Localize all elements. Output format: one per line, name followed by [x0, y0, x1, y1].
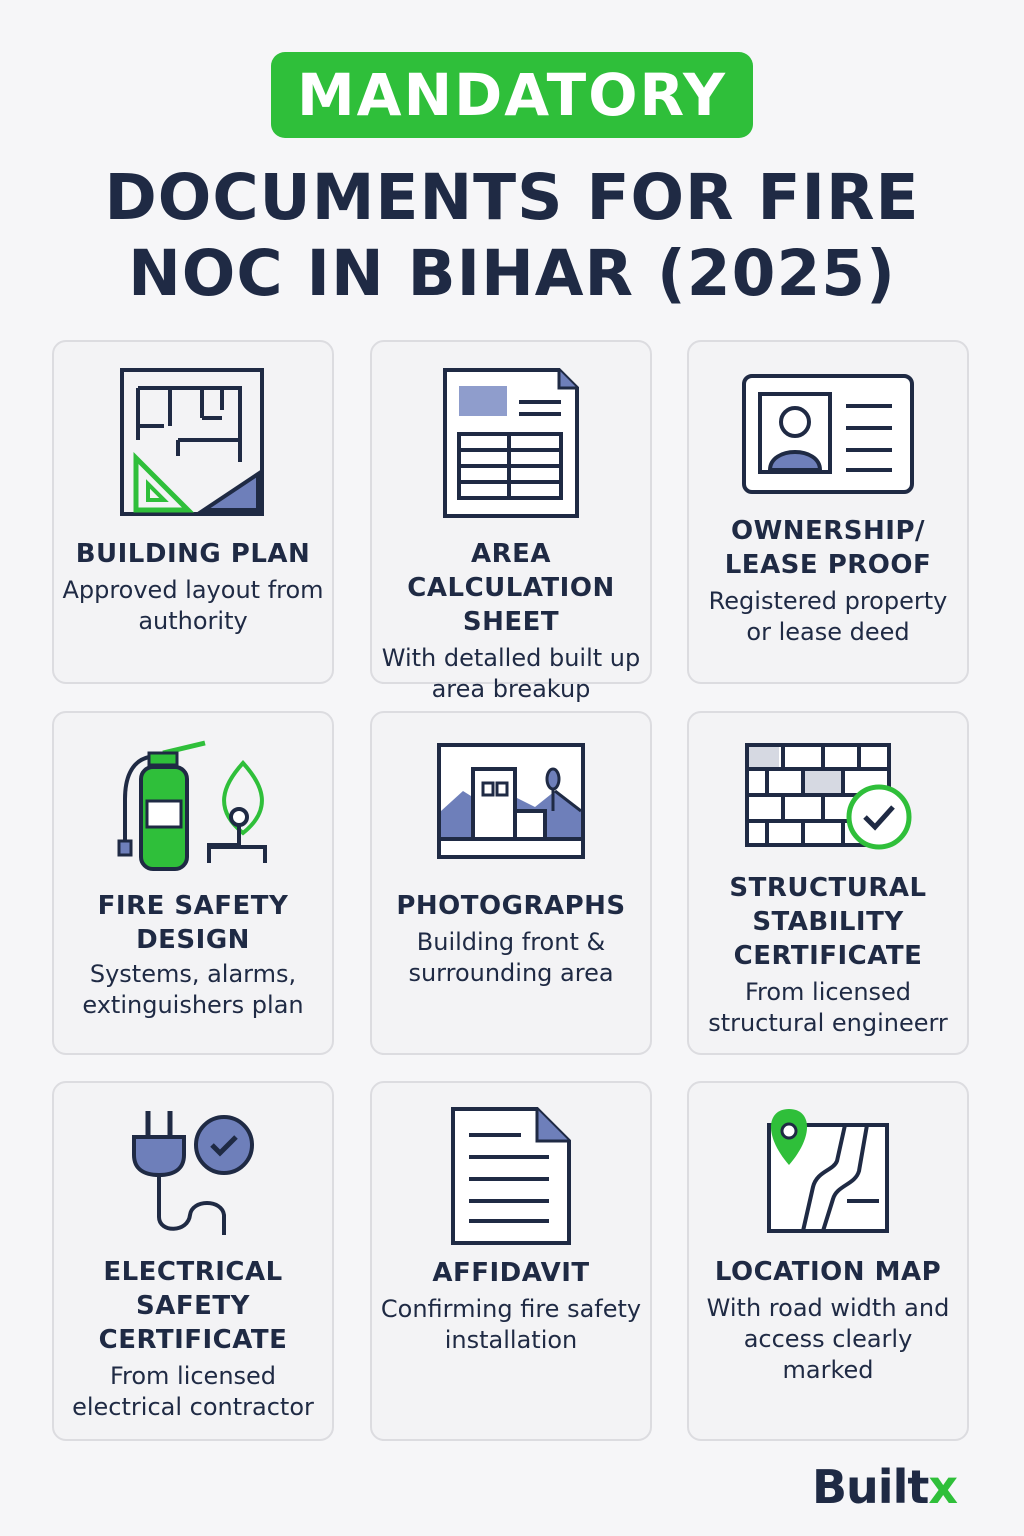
photo-icon — [372, 741, 650, 861]
page-title — [60, 160, 964, 312]
card-description: From licensed structural engineerr — [708, 978, 948, 1037]
card-description: Systems, alarms, extinguishers plan — [82, 960, 304, 1019]
card-fire-safety-design — [52, 711, 334, 1055]
card-title: STRUCTURAL STABILITY CERTIFICATE — [729, 873, 927, 971]
mandatory-badge — [271, 52, 753, 138]
id-card-icon — [689, 372, 967, 496]
card-description: With detalled built up area breakup — [381, 644, 641, 703]
card-title: ELECTRICAL SAFETY CERTIFICATE — [98, 1257, 288, 1355]
card-description: With road width and access clearly marked — [706, 1294, 950, 1384]
card-description: Approved layout from authority — [62, 576, 324, 635]
card-title: AREA CALCULATION SHEET — [407, 539, 615, 637]
title-line-2: NOC IN BIHAR (2025) — [128, 237, 896, 310]
card-description: From licensed electrical contractor — [72, 1362, 314, 1421]
card-title: BUILDING PLAN — [75, 539, 311, 569]
logo-accent: x — [928, 1460, 958, 1514]
card-title: AFFIDAVIT — [432, 1258, 590, 1288]
spreadsheet-icon — [372, 366, 650, 520]
title-line-1: DOCUMENTS FOR FIRE — [104, 161, 920, 234]
card-title: LOCATION MAP — [714, 1257, 942, 1287]
card-area-calculation-sheet — [370, 340, 652, 703]
card-structural-stability-certificate — [687, 711, 969, 1055]
document-icon — [372, 1105, 650, 1247]
plug-check-icon — [54, 1107, 332, 1239]
brick-wall-check-icon — [689, 741, 967, 851]
map-pin-icon — [689, 1105, 967, 1235]
card-location-map — [687, 1081, 969, 1441]
card-title: OWNERSHIP/ LEASE PROOF — [724, 516, 932, 580]
card-title: FIRE SAFETY DESIGN — [97, 891, 289, 955]
builtx-logo — [812, 1460, 957, 1514]
floor-plan-icon — [54, 366, 332, 518]
card-title: PHOTOGRAPHS — [396, 891, 626, 921]
card-description: Registered property or lease deed — [708, 587, 948, 646]
logo-main: Built — [812, 1460, 929, 1514]
card-affidavit — [370, 1081, 652, 1441]
card-electrical-safety-certificate — [52, 1081, 334, 1441]
card-building-plan — [52, 340, 334, 684]
card-photographs — [370, 711, 652, 1055]
card-ownership-lease-proof — [687, 340, 969, 684]
fire-extinguisher-icon — [54, 739, 332, 871]
card-description: Building front & surrounding area — [408, 928, 614, 987]
badge-label: MANDATORY — [296, 61, 728, 129]
card-description: Confirming fire safety installation — [380, 1295, 642, 1354]
